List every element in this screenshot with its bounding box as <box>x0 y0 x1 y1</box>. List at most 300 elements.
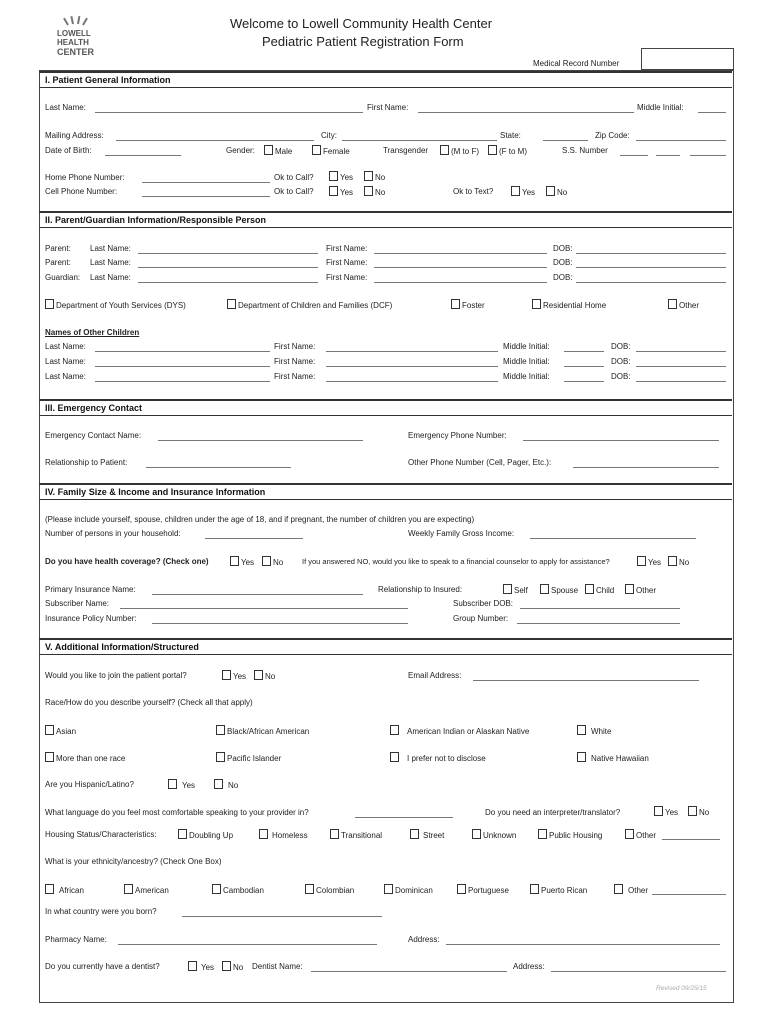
subscriber-dob-label: Subscriber DOB: <box>453 599 514 608</box>
interpreter-yes-checkbox[interactable] <box>654 806 663 816</box>
household-note: (Please include yourself, spouse, children under the age of 18, and if pregnant, the number of children you are expecting) <box>45 515 475 524</box>
pacific-label: Pacific Islander <box>227 754 282 763</box>
dominican-label: Dominican <box>395 886 433 895</box>
group-number-field[interactable] <box>517 623 680 624</box>
male-label: Male <box>275 147 293 156</box>
child2-first-label: First Name: <box>274 357 316 366</box>
dcf-label: Department of Children and Families (DCF) <box>238 301 393 310</box>
dentist-yes-label: Yes <box>201 963 215 972</box>
coverage-yes-label: Yes <box>241 558 255 567</box>
parent2-dob-field[interactable] <box>576 267 726 268</box>
hispanic-yes[interactable] <box>168 779 195 790</box>
transitional-label: Transitional <box>341 831 383 840</box>
ethnicity-question: What is your ethnicity/ancestry? (Check One Box) <box>45 857 222 866</box>
mrn-label: Medical Record Number <box>533 59 620 68</box>
counselor-no-label: No <box>679 558 690 567</box>
public-housing-option[interactable] <box>538 829 602 840</box>
text-no[interactable] <box>546 186 567 197</box>
language-question: What language do you feel most comfortable speaking to your provider in? <box>45 808 309 817</box>
parent1-first-field[interactable] <box>374 253 547 254</box>
street-label: Street <box>423 831 445 840</box>
last-name-label: Last Name: <box>45 103 86 112</box>
homeless-option[interactable] <box>259 829 308 840</box>
hispanic-no-label: No <box>228 781 239 790</box>
native-hawaiian-label: Native Hawaiian <box>591 754 649 763</box>
state-field[interactable] <box>543 140 588 141</box>
more-than-one-checkbox[interactable] <box>45 752 54 762</box>
zip-field[interactable] <box>636 140 726 141</box>
child1-first-label: First Name: <box>274 342 316 351</box>
home-call-yes[interactable] <box>329 171 353 182</box>
portal-no[interactable] <box>254 670 275 681</box>
parent2-last-field[interactable] <box>138 267 318 268</box>
coverage-yes[interactable] <box>230 556 254 567</box>
portuguese-checkbox[interactable] <box>457 884 466 894</box>
child1-first-field[interactable] <box>326 351 498 352</box>
pacific-option[interactable] <box>216 752 281 763</box>
transgender-label: Transgender <box>383 146 429 155</box>
coverage-label: Do you have health coverage? (Check one) <box>45 557 209 566</box>
section-3-header <box>39 399 732 415</box>
prefer-not-label: I prefer not to disclose <box>407 754 486 763</box>
dentist-yes-checkbox[interactable] <box>188 961 197 971</box>
child1-last-field[interactable] <box>95 351 270 352</box>
other-children-heading: Names of Other Children <box>45 328 140 337</box>
child1-dob-field[interactable] <box>636 351 726 352</box>
cell-call-no[interactable] <box>364 186 385 197</box>
portal-yes-checkbox[interactable] <box>222 670 231 680</box>
portal-yes[interactable] <box>222 670 246 681</box>
hispanic-no[interactable] <box>214 779 238 790</box>
other-ethnicity-checkbox[interactable] <box>614 884 623 894</box>
other-ethnicity-field[interactable] <box>652 894 726 895</box>
doubling-label: Doubling Up <box>189 831 234 840</box>
home-call-no[interactable] <box>364 171 385 182</box>
guardian-first-label: First Name: <box>326 273 368 282</box>
male-checkbox[interactable] <box>264 145 273 155</box>
section-3-title: III. Emergency Contact <box>45 403 143 413</box>
relationship-insured-label: Relationship to Insured: <box>378 585 463 594</box>
m-to-f-option[interactable] <box>440 145 479 156</box>
american-indian-checkbox[interactable] <box>390 725 399 735</box>
emergency-name-field[interactable] <box>158 440 363 441</box>
spouse-label: Spouse <box>551 586 579 595</box>
native-hawaiian-option[interactable] <box>577 752 649 763</box>
relationship-field[interactable] <box>146 467 291 468</box>
guardian-first-field[interactable] <box>374 282 547 283</box>
household-persons-label: Number of persons in your household: <box>45 529 181 538</box>
other-housing-checkbox[interactable] <box>625 829 634 839</box>
section-4-header <box>39 483 732 499</box>
other-housing-label: Other <box>636 831 657 840</box>
other-housing-option[interactable] <box>625 829 656 840</box>
text-yes[interactable] <box>511 186 535 197</box>
colombian-label: Colombian <box>316 886 355 895</box>
home-phone-label: Home Phone Number: <box>45 173 125 182</box>
f-to-m-label: (F to M) <box>499 147 527 156</box>
public-housing-checkbox[interactable] <box>538 829 547 839</box>
dob-field[interactable] <box>105 155 181 156</box>
cell-call-no-label: No <box>375 188 386 197</box>
child2-dob-label: DOB: <box>611 357 631 366</box>
household-persons-field[interactable] <box>205 538 303 539</box>
subscriber-name-label: Subscriber Name: <box>45 599 110 608</box>
first-name-field[interactable] <box>418 112 634 113</box>
housing-label: Housing Status/Characteristics: <box>45 830 157 839</box>
hispanic-yes-label: Yes <box>182 781 196 790</box>
street-option[interactable] <box>410 829 444 840</box>
child-option[interactable] <box>585 584 614 595</box>
race-question: Race/How do you describe yourself? (Check all that apply) <box>45 698 253 707</box>
weekly-income-label: Weekly Family Gross Income: <box>408 529 515 538</box>
spouse-checkbox[interactable] <box>540 584 549 594</box>
parent2-first-label: First Name: <box>326 258 368 267</box>
dentist-no-checkbox[interactable] <box>222 961 231 971</box>
child-checkbox[interactable] <box>585 584 594 594</box>
cell-phone-field[interactable] <box>142 196 270 197</box>
child1-mi-label: Middle Initial: <box>503 342 550 351</box>
dcf-checkbox[interactable] <box>227 299 236 309</box>
child1-mi-field[interactable] <box>564 351 604 352</box>
colombian-option[interactable] <box>305 884 354 895</box>
child2-dob-field[interactable] <box>636 366 726 367</box>
form-title: Welcome to Lowell Community Health Center <box>230 16 493 31</box>
prefer-not-option[interactable] <box>390 752 486 763</box>
text-yes-label: Yes <box>522 188 536 197</box>
ssn-field-2[interactable] <box>656 155 680 156</box>
doubling-checkbox[interactable] <box>178 829 187 839</box>
cell-call-yes-checkbox[interactable] <box>329 186 338 196</box>
text-no-label: No <box>557 188 568 197</box>
puerto-rican-label: Puerto Rican <box>541 886 588 895</box>
child3-first-field[interactable] <box>326 381 498 382</box>
zip-label: Zip Code: <box>595 131 630 140</box>
parent2-first-field[interactable] <box>374 267 547 268</box>
prefer-not-checkbox[interactable] <box>390 752 399 762</box>
male-option[interactable] <box>264 145 292 156</box>
residential-option[interactable] <box>532 299 606 310</box>
self-option[interactable] <box>503 584 528 595</box>
foster-checkbox[interactable] <box>451 299 460 309</box>
section-2-header <box>39 211 732 227</box>
form-subtitle: Pediatric Patient Registration Form <box>262 34 464 49</box>
language-field[interactable] <box>355 817 453 818</box>
section-5-title: V. Additional Information/Structured <box>45 642 199 652</box>
hispanic-no-checkbox[interactable] <box>214 779 223 789</box>
mrn-box[interactable] <box>641 48 734 70</box>
puerto-rican-option[interactable] <box>530 884 587 895</box>
primary-insurance-field[interactable] <box>152 594 363 595</box>
dys-label: Department of Youth Services (DYS) <box>56 301 186 310</box>
portuguese-option[interactable] <box>457 884 509 895</box>
section-1-title: I. Patient General Information <box>45 75 171 85</box>
black-option[interactable] <box>216 725 309 736</box>
pharmacy-address-label: Address: <box>408 935 440 944</box>
coverage-no-checkbox[interactable] <box>262 556 271 566</box>
country-question: In what country were you born? <box>45 907 157 916</box>
parent2-dob-label: DOB: <box>553 258 573 267</box>
logo-graphic <box>55 16 97 62</box>
mailing-address-field[interactable] <box>116 140 314 141</box>
interpreter-yes-label: Yes <box>665 808 679 817</box>
coverage-no[interactable] <box>262 556 283 567</box>
subscriber-name-field[interactable] <box>120 608 408 609</box>
home-ok-call-label: Ok to Call? <box>274 173 314 182</box>
spouse-option[interactable] <box>540 584 578 595</box>
ok-text-label: Ok to Text? <box>453 187 494 196</box>
cell-phone-label: Cell Phone Number: <box>45 187 118 196</box>
interpreter-no[interactable] <box>688 806 709 817</box>
street-checkbox[interactable] <box>410 829 419 839</box>
svg-text:LOWELL: LOWELL <box>57 29 91 38</box>
residential-label: Residential Home <box>543 301 607 310</box>
asian-checkbox[interactable] <box>45 725 54 735</box>
parent2-label: Parent: <box>45 258 71 267</box>
svg-text:HEALTH: HEALTH <box>57 38 89 47</box>
subscriber-dob-field[interactable] <box>520 608 680 609</box>
home-call-no-checkbox[interactable] <box>364 171 373 181</box>
self-checkbox[interactable] <box>503 584 512 594</box>
interpreter-question: Do you need an interpreter/translator? <box>485 808 621 817</box>
child2-last-label: Last Name: <box>45 357 86 366</box>
cambodian-label: Cambodian <box>223 886 264 895</box>
dob-label: Date of Birth: <box>45 146 92 155</box>
portal-question: Would you like to join the patient portal? <box>45 671 187 680</box>
state-label: State: <box>500 131 521 140</box>
african-checkbox[interactable] <box>45 884 54 894</box>
public-housing-label: Public Housing <box>549 831 603 840</box>
dentist-address-label: Address: <box>513 962 545 971</box>
home-call-yes-checkbox[interactable] <box>329 171 338 181</box>
puerto-rican-checkbox[interactable] <box>530 884 539 894</box>
other-ethnicity-option[interactable] <box>614 884 648 895</box>
pharmacy-field[interactable] <box>118 944 377 945</box>
f-to-m-checkbox[interactable] <box>488 145 497 155</box>
dentist-question: Do you currently have a dentist? <box>45 962 160 971</box>
dcf-option[interactable] <box>227 299 392 310</box>
other-ethnicity-label: Other <box>628 886 649 895</box>
pharmacy-address-field[interactable] <box>446 944 720 945</box>
guardian-dob-label: DOB: <box>553 273 573 282</box>
email-label: Email Address: <box>408 671 462 680</box>
residential-checkbox[interactable] <box>532 299 541 309</box>
group-number-label: Group Number: <box>453 614 509 623</box>
country-field[interactable] <box>182 916 382 917</box>
portal-no-label: No <box>265 672 276 681</box>
homeless-label: Homeless <box>272 831 308 840</box>
counselor-no[interactable] <box>668 556 689 567</box>
interpreter-no-label: No <box>699 808 710 817</box>
more-than-one-option[interactable] <box>45 752 125 763</box>
primary-insurance-label: Primary Insurance Name: <box>45 585 136 594</box>
guardian-last-field[interactable] <box>138 282 318 283</box>
emergency-phone-field[interactable] <box>523 440 719 441</box>
other-phone-label: Other Phone Number (Cell, Pager, Etc.): <box>408 458 552 467</box>
home-call-yes-label: Yes <box>340 173 354 182</box>
interpreter-no-checkbox[interactable] <box>688 806 697 816</box>
child3-last-label: Last Name: <box>45 372 86 381</box>
parent1-last-field[interactable] <box>138 253 318 254</box>
guardian-label: Guardian: <box>45 273 81 282</box>
dys-option[interactable] <box>45 299 186 310</box>
section-1-header <box>39 71 732 87</box>
parent1-last-label: Last Name: <box>90 244 131 253</box>
female-label: Female <box>323 147 350 156</box>
white-option[interactable] <box>577 725 611 736</box>
coverage-no-label: No <box>273 558 284 567</box>
child2-last-field[interactable] <box>95 366 270 367</box>
counselor-yes-checkbox[interactable] <box>637 556 646 566</box>
cambodian-checkbox[interactable] <box>212 884 221 894</box>
home-phone-field[interactable] <box>142 182 270 183</box>
child3-mi-field[interactable] <box>564 381 604 382</box>
other-guardian-checkbox[interactable] <box>668 299 677 309</box>
text-no-checkbox[interactable] <box>546 186 555 196</box>
child2-mi-label: Middle Initial: <box>503 357 550 366</box>
policy-number-field[interactable] <box>152 623 408 624</box>
relationship-label: Relationship to Patient: <box>45 458 128 467</box>
weekly-income-field[interactable] <box>530 538 696 539</box>
revised-date: Revised 09/25/15 <box>656 985 707 992</box>
white-checkbox[interactable] <box>577 725 586 735</box>
parent1-label: Parent: <box>45 244 71 253</box>
dentist-address-field[interactable] <box>551 971 726 972</box>
dominican-checkbox[interactable] <box>384 884 393 894</box>
child3-last-field[interactable] <box>95 381 270 382</box>
hispanic-question: Are you Hispanic/Latino? <box>45 780 134 789</box>
other-guardian-label: Other <box>679 301 700 310</box>
child2-mi-field[interactable] <box>564 366 604 367</box>
guardian-dob-field[interactable] <box>576 282 726 283</box>
other-insured-option[interactable] <box>625 584 656 595</box>
other-phone-field[interactable] <box>573 467 719 468</box>
cell-ok-call-label: Ok to Call? <box>274 187 314 196</box>
dentist-name-field[interactable] <box>311 971 507 972</box>
pharmacy-label: Pharmacy Name: <box>45 935 107 944</box>
first-name-label: First Name: <box>367 103 409 112</box>
ssn-field-1[interactable] <box>620 155 648 156</box>
child3-first-label: First Name: <box>274 372 316 381</box>
parent1-dob-field[interactable] <box>576 253 726 254</box>
native-hawaiian-checkbox[interactable] <box>577 752 586 762</box>
dentist-no-label: No <box>233 963 244 972</box>
dominican-option[interactable] <box>384 884 433 895</box>
section-4-title: IV. Family Size & Income and Insurance Information <box>45 487 266 497</box>
foster-label: Foster <box>462 301 485 310</box>
female-checkbox[interactable] <box>312 145 321 155</box>
ssn-field-3[interactable] <box>690 155 726 156</box>
transitional-option[interactable] <box>330 829 382 840</box>
black-checkbox[interactable] <box>216 725 225 735</box>
unknown-label: Unknown <box>483 831 517 840</box>
child1-dob-label: DOB: <box>611 342 631 351</box>
f-to-m-option[interactable] <box>488 145 527 156</box>
colombian-checkbox[interactable] <box>305 884 314 894</box>
parent1-dob-label: DOB: <box>553 244 573 253</box>
cell-call-yes-label: Yes <box>340 188 354 197</box>
other-guardian-option[interactable] <box>668 299 699 310</box>
m-to-f-label: (M to F) <box>451 147 479 156</box>
middle-initial-field[interactable] <box>698 112 726 113</box>
dys-checkbox[interactable] <box>45 299 54 309</box>
other-insured-label: Other <box>636 586 657 595</box>
dentist-no[interactable] <box>222 961 243 972</box>
mailing-address-label: Mailing Address: <box>45 131 104 140</box>
emergency-phone-label: Emergency Phone Number: <box>408 431 507 440</box>
hispanic-yes-checkbox[interactable] <box>168 779 177 789</box>
ssn-label: S.S. Number <box>562 146 608 155</box>
section-2-title: II. Parent/Guardian Information/Responsible Person <box>45 215 267 225</box>
coverage-yes-checkbox[interactable] <box>230 556 239 566</box>
counselor-no-checkbox[interactable] <box>668 556 677 566</box>
asian-option[interactable] <box>45 725 76 736</box>
child3-dob-label: DOB: <box>611 372 631 381</box>
white-label: White <box>591 727 612 736</box>
counselor-yes[interactable] <box>637 556 661 567</box>
portal-yes-label: Yes <box>233 672 247 681</box>
more-than-one-label: More than one race <box>56 754 126 763</box>
other-insured-checkbox[interactable] <box>625 584 634 594</box>
portal-no-checkbox[interactable] <box>254 670 263 680</box>
child-label: Child <box>596 586 615 595</box>
counselor-yes-label: Yes <box>648 558 662 567</box>
home-call-no-label: No <box>375 173 386 182</box>
portuguese-label: Portuguese <box>468 886 509 895</box>
logo <box>55 16 97 62</box>
child3-dob-field[interactable] <box>636 381 726 382</box>
american-indian-option[interactable] <box>390 725 529 736</box>
child3-mi-label: Middle Initial: <box>503 372 550 381</box>
other-housing-field[interactable] <box>662 839 720 840</box>
self-label: Self <box>514 586 528 595</box>
transitional-checkbox[interactable] <box>330 829 339 839</box>
child1-last-label: Last Name: <box>45 342 86 351</box>
dentist-name-label: Dentist Name: <box>252 962 303 971</box>
black-label: Black/African American <box>227 727 310 736</box>
svg-text:CENTER: CENTER <box>57 47 95 57</box>
unknown-checkbox[interactable] <box>472 829 481 839</box>
pacific-checkbox[interactable] <box>216 752 225 762</box>
american-option[interactable] <box>124 884 169 895</box>
child2-first-field[interactable] <box>326 366 498 367</box>
text-yes-checkbox[interactable] <box>511 186 520 196</box>
homeless-checkbox[interactable] <box>259 829 268 839</box>
cambodian-option[interactable] <box>212 884 264 895</box>
city-field[interactable] <box>342 140 497 141</box>
middle-initial-label: Middle Initial: <box>637 103 684 112</box>
dentist-yes[interactable] <box>188 961 214 972</box>
last-name-field[interactable] <box>95 112 363 113</box>
african-label: African <box>59 886 84 895</box>
american-checkbox[interactable] <box>124 884 133 894</box>
gender-label: Gender: <box>226 146 255 155</box>
interpreter-yes[interactable] <box>654 806 678 817</box>
unknown-option[interactable] <box>472 829 516 840</box>
cell-call-yes[interactable] <box>329 186 353 197</box>
cell-call-no-checkbox[interactable] <box>364 186 373 196</box>
foster-option[interactable] <box>451 299 485 310</box>
african-option[interactable] <box>45 884 84 895</box>
counselor-question: If you answered NO, would you like to speak to a financial counselor to apply for assistance? <box>302 557 610 566</box>
parent1-first-label: First Name: <box>326 244 368 253</box>
doubling-option[interactable] <box>178 829 233 840</box>
email-field[interactable] <box>473 680 699 681</box>
m-to-f-checkbox[interactable] <box>440 145 449 155</box>
female-option[interactable] <box>312 145 350 156</box>
guardian-last-label: Last Name: <box>90 273 131 282</box>
section-5-header <box>39 638 732 654</box>
asian-label: Asian <box>56 727 77 736</box>
